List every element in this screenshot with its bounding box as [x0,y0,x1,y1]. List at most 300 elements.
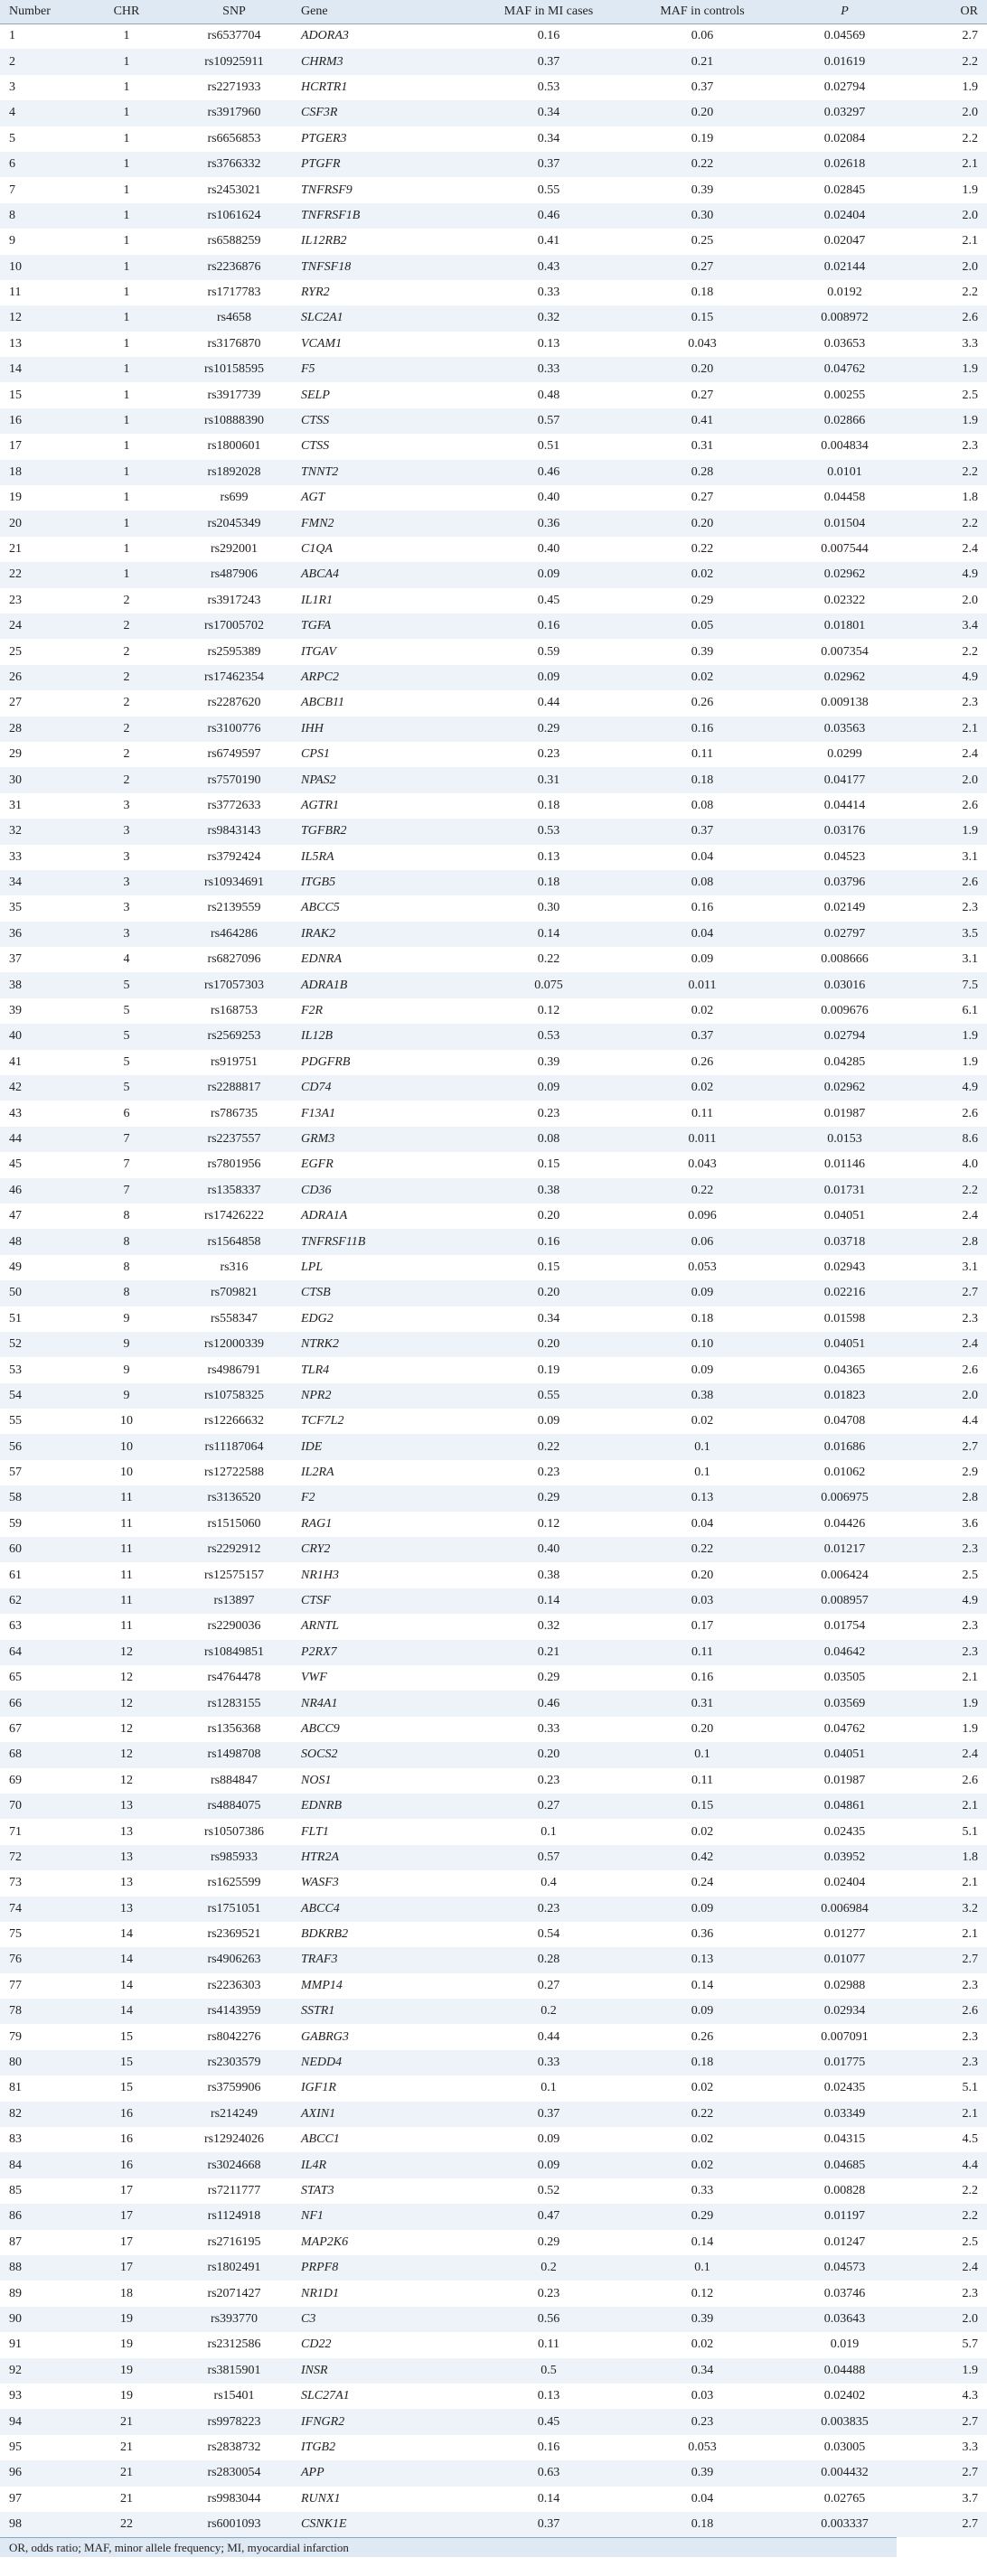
cell-maf-cases: 0.09 [537,670,560,684]
cell-gene: ABCC1 [301,2132,340,2147]
cell-number: 32 [9,824,22,838]
cell-odds-ratio: 2.3 [962,439,978,454]
table-row [0,255,987,280]
cell-odds-ratio: 3.7 [962,2491,978,2506]
cell-number: 49 [9,1260,22,1274]
table-row [0,2512,987,2537]
cell-maf-controls: 0.15 [691,1799,714,1813]
cell-chr: 1 [123,259,130,274]
header-gene: Gene [301,0,476,23]
cell-maf-controls: 0.22 [691,157,714,172]
cell-maf-controls: 0.02 [691,670,714,684]
cell-maf-controls: 0.26 [691,1054,714,1069]
cell-number: 53 [9,1363,22,1377]
cell-number: 52 [9,1337,22,1352]
cell-maf-cases: 0.09 [537,1414,560,1429]
cell-snp: rs709821 [210,1286,258,1300]
cell-odds-ratio: 5.1 [962,1824,978,1839]
cell-gene: IHH [301,721,324,735]
cell-odds-ratio: 2.4 [962,1337,978,1352]
cell-chr: 17 [120,2184,133,2197]
cell-maf-cases: 0.09 [537,2158,560,2172]
cell-number: 8 [9,208,15,222]
cell-gene: IFNGR2 [301,2414,345,2429]
cell-gene: RUNX1 [301,2491,341,2506]
cell-p-value: 0.03297 [823,106,866,120]
cell-number: 12 [9,311,22,325]
cell-number: 27 [9,696,22,710]
cell-odds-ratio: 4.9 [962,670,978,684]
table-row [0,2024,987,2049]
cell-chr: 15 [120,2081,133,2095]
cell-gene: FLT1 [301,1824,329,1839]
cell-chr: 14 [120,1953,133,1967]
cell-odds-ratio: 2.7 [962,1953,978,1967]
cell-chr: 1 [123,208,130,222]
cell-odds-ratio: 4.5 [962,2132,978,2147]
cell-maf-controls: 0.1 [694,1439,710,1454]
cell-chr: 5 [123,1029,130,1044]
cell-p-value: 0.04488 [823,2363,866,2377]
cell-p-value: 0.003337 [821,2517,869,2532]
cell-p-value: 0.03349 [823,2106,866,2121]
cell-maf-controls: 0.1 [694,1466,710,1480]
cell-chr: 5 [123,978,130,992]
cell-maf-cases: 0.22 [537,1439,560,1454]
cell-chr: 7 [123,1183,130,1197]
cell-p-value: 0.02402 [823,2389,866,2403]
cell-maf-cases: 0.16 [537,1234,560,1249]
cell-p-value: 0.04051 [823,1337,866,1352]
cell-odds-ratio: 2.2 [962,2184,978,2197]
cell-maf-controls: 0.22 [691,1183,714,1197]
cell-odds-ratio: 2.4 [962,747,978,762]
cell-snp: rs2236303 [207,1978,261,1992]
cell-number: 2 [9,54,15,69]
cell-maf-controls: 0.043 [688,336,717,351]
cell-chr: 2 [123,773,130,787]
cell-p-value: 0.0101 [827,464,862,479]
cell-gene: ABCA4 [301,567,339,582]
cell-odds-ratio: 4.3 [962,2389,978,2403]
cell-maf-controls: 0.08 [691,876,714,890]
cell-gene: IL1R1 [301,593,333,607]
cell-number: 43 [9,1106,22,1120]
table-row [0,1768,987,1794]
cell-odds-ratio: 7.5 [962,978,978,992]
cell-snp: rs2236876 [207,259,261,274]
cell-number: 34 [9,876,22,890]
cell-p-value: 0.01686 [823,1439,866,1454]
cell-number: 14 [9,362,22,377]
cell-p-value: 0.0153 [827,1131,862,1146]
cell-gene: NR1D1 [301,2286,339,2300]
cell-odds-ratio: 4.4 [962,1414,978,1429]
cell-p-value: 0.04685 [823,2158,866,2172]
cell-number: 61 [9,1568,22,1582]
cell-snp: rs12266632 [203,1414,265,1429]
cell-chr: 14 [120,1927,133,1942]
cell-odds-ratio: 1.9 [962,80,978,94]
cell-maf-cases: 0.43 [537,259,560,274]
table-row [0,1383,987,1409]
cell-maf-controls: 0.11 [691,1773,713,1787]
cell-snp: rs3772633 [207,798,261,812]
cell-chr: 9 [123,1363,130,1377]
cell-p-value: 0.02962 [823,567,866,582]
cell-snp: rs3176870 [207,336,261,351]
cell-p-value: 0.01247 [823,2234,866,2249]
cell-maf-controls: 0.02 [691,1824,714,1839]
table-row [0,1229,987,1254]
cell-odds-ratio: 2.2 [962,1183,978,1197]
cell-number: 63 [9,1619,22,1634]
cell-gene: IL12RB2 [301,234,347,248]
cell-gene: CSF3R [301,106,338,120]
cell-snp: rs1717783 [207,286,261,300]
cell-maf-cases: 0.11 [538,2337,559,2352]
cell-maf-cases: 0.46 [537,464,560,479]
cell-snp: rs10934691 [203,876,265,890]
cell-snp: rs1892028 [207,464,261,479]
cell-gene: VWF [301,1671,327,1685]
cell-chr: 3 [123,798,130,812]
cell-p-value: 0.03653 [823,336,866,351]
cell-gene: TNFRSF11B [301,1234,366,1249]
cell-snp: rs9843143 [207,824,261,838]
cell-chr: 2 [123,670,130,684]
cell-snp: rs10758325 [203,1388,265,1402]
cell-p-value: 0.04365 [823,1363,866,1377]
cell-maf-cases: 0.33 [537,2056,560,2070]
cell-odds-ratio: 1.9 [962,183,978,197]
cell-chr: 11 [120,1568,133,1582]
cell-number: 33 [9,849,22,864]
cell-p-value: 0.01731 [823,1183,866,1197]
cell-snp: rs1498708 [207,1747,261,1762]
cell-chr: 1 [123,54,130,69]
cell-snp: rs3815901 [207,2363,261,2377]
cell-maf-cases: 0.37 [537,2106,560,2121]
table-row [0,100,987,126]
cell-maf-cases: 0.20 [537,1286,560,1300]
cell-maf-cases: 0.12 [537,1516,560,1531]
cell-chr: 5 [123,1081,130,1095]
cell-snp: rs7801956 [207,1157,261,1172]
table-row [0,332,987,357]
cell-maf-cases: 0.32 [537,311,560,325]
table-row [0,2307,987,2332]
cell-snp: rs786735 [210,1106,258,1120]
table-row [0,1332,987,1357]
cell-gene: CTSF [301,1594,331,1608]
cell-number: 59 [9,1516,22,1531]
cell-odds-ratio: 2.3 [962,1644,978,1659]
cell-maf-controls: 0.12 [691,2286,714,2300]
cell-snp: rs1802491 [207,2261,261,2275]
cell-gene: ABCC4 [301,1901,340,1916]
cell-maf-controls: 0.13 [691,1491,714,1505]
cell-snp: rs4658 [216,311,252,325]
cell-snp: rs487906 [210,567,258,582]
cell-number: 80 [9,2056,22,2070]
cell-maf-cases: 0.29 [537,721,560,735]
cell-odds-ratio: 8.6 [962,1131,978,1146]
cell-snp: rs2303579 [207,2056,261,2070]
cell-gene: TRAF3 [301,1953,338,1967]
cell-chr: 1 [123,29,130,43]
cell-chr: 19 [120,2389,133,2403]
cell-snp: rs985933 [210,1850,258,1864]
cell-maf-controls: 0.16 [691,721,714,735]
table-row [0,1178,987,1204]
cell-odds-ratio: 4.0 [962,1157,978,1172]
cell-gene: TLR4 [301,1363,330,1377]
table-row [0,947,987,972]
cell-odds-ratio: 2.9 [962,1466,978,1480]
table-row [0,819,987,844]
cell-chr: 9 [123,1388,130,1402]
cell-number: 86 [9,2209,22,2224]
cell-maf-controls: 0.19 [691,131,714,145]
cell-odds-ratio: 2.3 [962,2286,978,2300]
cell-maf-controls: 0.10 [691,1337,714,1352]
cell-maf-controls: 0.043 [688,1157,717,1172]
cell-p-value: 0.01197 [824,2209,865,2224]
cell-snp: rs1751051 [207,1901,261,1916]
cell-maf-cases: 0.09 [537,567,560,582]
cell-maf-cases: 0.40 [537,491,560,505]
cell-odds-ratio: 2.7 [962,29,978,43]
cell-maf-controls: 0.04 [691,1516,714,1531]
cell-odds-ratio: 2.7 [962,2414,978,2429]
cell-odds-ratio: 2.5 [962,1568,978,1582]
table-row [0,1357,987,1382]
table-row [0,2384,987,2409]
cell-snp: rs1625599 [207,1876,261,1890]
cell-chr: 8 [123,1260,130,1274]
cell-gene: EDNRA [301,952,343,967]
table-row [0,229,987,254]
cell-snp: rs7211777 [207,2184,261,2197]
cell-maf-cases: 0.20 [537,1747,560,1762]
cell-maf-cases: 0.46 [537,208,560,222]
table-row [0,485,987,511]
cell-gene: STAT3 [301,2184,334,2197]
cell-chr: 3 [123,876,130,890]
cell-number: 71 [9,1824,22,1839]
cell-gene: PDGFRB [301,1054,351,1069]
cell-chr: 1 [123,80,130,94]
cell-gene: NF1 [301,2209,324,2224]
cell-p-value: 0.04315 [823,2132,866,2147]
cell-gene: CPS1 [301,747,330,762]
cell-maf-controls: 0.16 [691,901,714,915]
cell-maf-controls: 0.22 [691,1542,714,1557]
cell-number: 17 [9,439,22,454]
cell-p-value: 0.00828 [823,2184,866,2197]
header-chr: CHR [86,0,167,23]
cell-maf-cases: 0.46 [537,1696,560,1710]
cell-maf-controls: 0.09 [691,2004,714,2019]
cell-gene: ARNTL [301,1619,340,1634]
cell-snp: rs17005702 [203,619,265,633]
cell-odds-ratio: 2.5 [962,388,978,402]
cell-snp: rs292001 [210,542,258,556]
cell-number: 47 [9,1209,22,1223]
header-p-value [784,0,906,23]
cell-number: 62 [9,1594,22,1608]
cell-maf-controls: 0.06 [691,1234,714,1249]
table-row [0,1562,987,1588]
cell-chr: 6 [123,1106,130,1120]
cell-chr: 2 [123,644,130,659]
cell-odds-ratio: 2.1 [962,157,978,172]
cell-p-value: 0.02962 [823,1081,866,1095]
cell-chr: 21 [120,2440,133,2454]
cell-p-value: 0.01504 [823,516,866,530]
cell-snp: rs4986791 [207,1363,261,1377]
cell-p-value: 0.02962 [823,670,866,684]
cell-snp: rs3917960 [207,106,261,120]
cell-chr: 18 [120,2286,133,2300]
cell-number: 74 [9,1901,22,1916]
cell-maf-cases: 0.38 [537,1568,560,1582]
cell-gene: IL4R [301,2158,326,2172]
cell-odds-ratio: 2.7 [962,1286,978,1300]
cell-number: 51 [9,1311,22,1325]
cell-gene: TGFBR2 [301,824,347,838]
table-row [0,152,987,177]
cell-number: 67 [9,1721,22,1736]
cell-maf-cases: 0.53 [537,1029,560,1044]
cell-number: 35 [9,901,22,915]
cell-maf-controls: 0.37 [691,80,714,94]
cell-odds-ratio: 2.7 [962,2466,978,2480]
cell-odds-ratio: 1.9 [962,1054,978,1069]
cell-gene: EGFR [301,1157,334,1172]
cell-maf-cases: 0.34 [537,1311,560,1325]
cell-maf-cases: 0.37 [537,54,560,69]
cell-odds-ratio: 2.0 [962,773,978,787]
cell-maf-cases: 0.4 [540,1876,557,1890]
cell-maf-cases: 0.09 [537,2132,560,2147]
cell-chr: 3 [123,824,130,838]
cell-maf-cases: 0.075 [534,978,563,992]
cell-maf-cases: 0.45 [537,2414,560,2429]
cell-number: 36 [9,926,22,941]
cell-gene: F2R [301,1004,324,1018]
cell-gene: ITGB5 [301,876,336,890]
cell-odds-ratio: 2.8 [962,1234,978,1249]
cell-p-value: 0.02988 [823,1978,866,1992]
cell-gene: RAG1 [301,1516,333,1531]
cell-maf-controls: 0.17 [691,1619,714,1634]
cell-odds-ratio: 3.6 [962,1516,978,1531]
cell-snp: rs2830054 [207,2466,261,2480]
cell-number: 18 [9,464,22,479]
cell-maf-controls: 0.26 [691,696,714,710]
cell-number: 72 [9,1850,22,1864]
cell-p-value: 0.00255 [823,388,866,402]
cell-chr: 1 [123,542,130,556]
cell-p-value: 0.0299 [827,747,862,762]
cell-gene: F13A1 [301,1106,336,1120]
cell-maf-cases: 0.30 [537,901,560,915]
header-number: Number [0,0,86,23]
table-row [0,972,987,998]
table-row [0,1127,987,1152]
cell-maf-controls: 0.02 [691,2081,714,2095]
cell-snp: rs13897 [213,1594,255,1608]
cell-p-value: 0.04569 [823,29,866,43]
cell-gene: IL2RA [301,1466,334,1480]
cell-snp: rs1356368 [207,1721,261,1736]
cell-snp: rs6001093 [207,2517,261,2532]
cell-chr: 1 [123,464,130,479]
cell-chr: 12 [120,1747,133,1762]
table-row [0,1897,987,1922]
cell-odds-ratio: 5.1 [962,2081,978,2095]
cell-odds-ratio: 3.4 [962,619,978,633]
cell-maf-controls: 0.04 [691,849,714,864]
cell-chr: 1 [123,286,130,300]
cell-maf-controls: 0.16 [691,1671,714,1685]
cell-chr: 12 [120,1671,133,1685]
cell-odds-ratio: 2.2 [962,286,978,300]
table-row [0,1101,987,1126]
cell-number: 38 [9,978,22,992]
table-row [0,1794,987,1819]
cell-gene: PRPF8 [301,2261,339,2275]
cell-p-value: 0.008972 [821,311,869,325]
cell-p-value: 0.04708 [823,1414,866,1429]
cell-chr: 15 [120,2029,133,2044]
cell-maf-cases: 0.33 [537,1721,560,1736]
cell-maf-controls: 0.011 [688,978,717,992]
cell-chr: 1 [123,234,130,248]
cell-p-value: 0.02144 [823,259,866,274]
cell-p-value: 0.01077 [823,1953,866,1967]
cell-gene: C1QA [301,542,333,556]
cell-number: 4 [9,106,15,120]
table-row [0,1947,987,1972]
cell-gene: SLC27A1 [301,2389,350,2403]
cell-maf-cases: 0.37 [537,157,560,172]
cell-maf-cases: 0.37 [537,2517,560,2532]
cell-chr: 7 [123,1157,130,1172]
table-row [0,2332,987,2357]
cell-chr: 8 [123,1286,130,1300]
cell-maf-controls: 0.1 [694,2261,710,2275]
cell-chr: 1 [123,183,130,197]
cell-p-value: 0.01277 [823,1927,866,1942]
cell-odds-ratio: 4.9 [962,567,978,582]
cell-p-value: 0.004432 [821,2466,869,2480]
cell-chr: 2 [123,619,130,633]
cell-chr: 14 [120,2004,133,2019]
cell-odds-ratio: 2.6 [962,876,978,890]
cell-gene: NOS1 [301,1773,332,1787]
cell-maf-controls: 0.03 [691,1594,714,1608]
table-row [0,2487,987,2512]
cell-maf-cases: 0.56 [537,2311,560,2326]
cell-chr: 1 [123,516,130,530]
cell-maf-controls: 0.38 [691,1388,714,1402]
cell-p-value: 0.004834 [821,439,869,454]
cell-maf-controls: 0.02 [691,2158,714,2172]
cell-number: 98 [9,2517,22,2532]
